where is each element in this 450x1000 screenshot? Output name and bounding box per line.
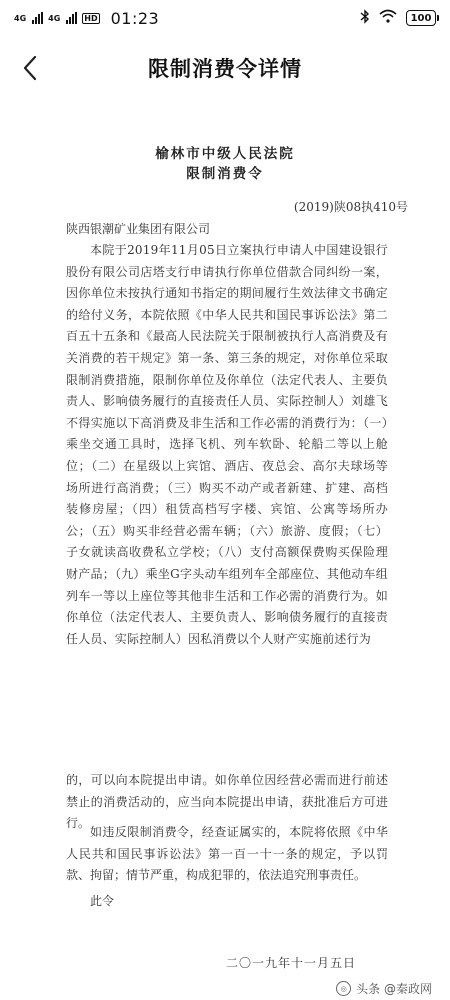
- wifi-icon: [379, 9, 397, 27]
- court-name: 榆林市中级人民法院: [155, 146, 295, 162]
- signal-strength-icon: [32, 12, 43, 24]
- status-bar: [0, 0, 450, 36]
- hd-badge: HD: [84, 13, 98, 23]
- watermark-logo-icon: ◎: [336, 981, 351, 996]
- paragraph-1: 本院于2019年11月05日立案执行申请人中国建设银行股份有限公司店塔支行申请执行你单位借款合同纠纷一案，因你单位未按执行通知书指定的期间履行生效法律文书确定的给付义务，本院依照《中华人民共和国民事诉讼法》第二百五十五条和《最高人民法院关于限制被执行人高消费及有关消费的若干规定》第一条、第三条的规定，对你单位采取限制消费措施，限制你单位及你单位（法定代表人、主要负责人、影响债务履行的直接责任人员、实际控制人）刘雄飞不得实施以下高消费及非生活和工作必需的消费行为：（一）乘坐交通工具时，选择飞机、列车软卧、轮船二等以上舱位；（二）在星级以上宾馆、酒店、夜总会、高尔夫球场等场所进行高消费；（三）购买不动产或者新建、扩建、高档装修房屋；（四）租赁高档写字楼、宾馆、公寓等场所办公；（五）购买非经营必需车辆；（六）旅游、度假；（七）子女就读高收费私立学校；（八）支付高额保费购买保险理财产品；（九）乘坐G字头动车组列车全部座位、其他动车组列车一等以上座位等其他非生活和工作必需的消费行为。如你单位（法定代表人、主要负责人、影响债务履行的直接责任人员、实际控制人）因私消费以个人财产实施前述行为: [66, 243, 388, 646]
- paragraph-2: 如违反限制消费令，经查证属实的，本院将依照《中华人民共和国民事诉讼法》第一百一十一条的规定，予以罚款、拘留；情节严重，构成犯罪的，依法追究刑事责任。: [66, 825, 388, 883]
- bluetooth-icon: [360, 9, 370, 28]
- document-title: 限制消费令: [186, 166, 264, 182]
- document-image: [0, 100, 450, 1000]
- battery-icon: 100: [406, 10, 436, 26]
- back-button[interactable]: [12, 50, 48, 86]
- document-date: 二〇一九年十一月五日: [226, 956, 357, 970]
- signal-label-1: 4G: [14, 13, 27, 23]
- closing-text: 此令: [90, 894, 115, 908]
- signal-strength-icon-2: [66, 12, 77, 24]
- addressee: 陕西银潮矿业集团有限公司: [66, 222, 211, 236]
- page-title: 限制消费令详情: [148, 57, 302, 81]
- app-bar: [0, 36, 450, 100]
- case-number: (2019)陕08执410号: [293, 200, 408, 214]
- chevron-left-icon: [22, 55, 38, 81]
- status-time: 01:23: [110, 8, 160, 28]
- paragraph-1-continued: 的，可以向本院提出申请。如你单位因经营必需而进行前述禁止的消费活动的，应当向本院提出申请，获批准后方可进行。: [66, 773, 388, 831]
- watermark-text: 头条 @秦政网: [356, 982, 432, 996]
- signal-label-2: 4G: [48, 13, 61, 23]
- watermark: [336, 980, 432, 997]
